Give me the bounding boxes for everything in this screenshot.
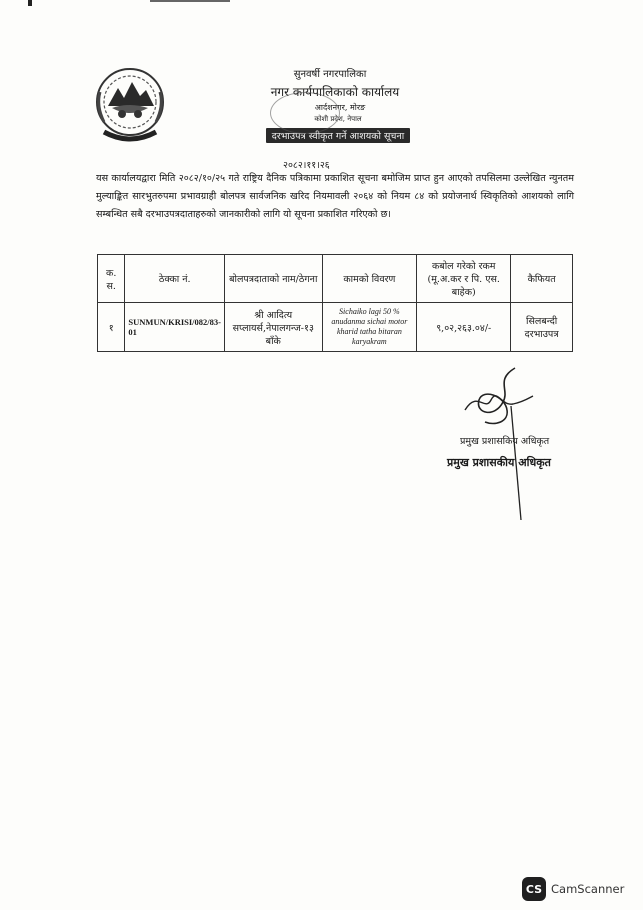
office-address: आर्दशनगर, मोरङ [314, 103, 366, 112]
cell-sn: १ [98, 303, 125, 352]
notice-body: यस कार्यालयद्वारा मिति २०८२/१०/२५ गते राष्ट्रिय दैनिक पत्रिकामा प्रकाशित सूचना बमोजिम प्राप्त हुन आएको तपसिलमा उल्लेखित न्युनतम मुल्याङ्कित सारभुतरुपमा प्रभावग्राही बोलपत्र सार्वजनिक खरिद नियमावली २०६४ को नियम ८४ को प्रयोजनार्थ स्विकृतिको आशयको लागि सम्बन्धित सबै दरभाउपत्रदाताहरुको जानकारीको लागि यो सूचना प्रकाशित गरिएको छ। [96, 173, 574, 220]
cell-contract-no: SUNMUN/KRISI/082/83-01 [125, 303, 225, 352]
signatory-stamp: प्रमुख प्रशासकीय अधिकृत [447, 456, 551, 469]
cell-remarks: सिलबन्दी दरभाउपत्र [511, 303, 573, 352]
cell-amount: ९,०२,२६३.०४/- [417, 303, 511, 352]
cell-work: Sichaiko lagi 50 % anudanma sichai motor kharid tatha bitaran karyakram [322, 303, 417, 352]
signatory-title: प्रमुख प्रशासकिय अधिकृत [460, 436, 550, 447]
office-stamp-icon [270, 92, 340, 134]
cell-bidder: श्री आदित्य सप्लायर्स,नेपालगन्ज-१३ बाँके [224, 303, 322, 352]
camscanner-label: CamScanner [551, 882, 625, 896]
province-name: कोशी प्रदेश, नेपाल [314, 115, 362, 123]
nepal-emblem-icon [92, 62, 168, 146]
header-bidder: बोलपत्रदाताको नाम/ठेगना [224, 255, 322, 303]
notice-date: २०८२।११।२६ [283, 160, 330, 171]
scan-mark [150, 0, 230, 2]
header-amount: कबोल गरेको रकम (मू.अ.कर र पि. एस. बाहेक) [417, 255, 511, 303]
municipality-name: सुनवर्षी नगरपालिका [293, 69, 367, 80]
notice-title: दरभाउपत्र स्वीकृत गर्ने आशयको सूचना [266, 128, 410, 143]
header-sn: क. स. [98, 255, 125, 303]
table-row [98, 303, 573, 352]
tender-table [97, 254, 573, 352]
header-contract-no: ठेक्का नं. [125, 255, 225, 303]
scan-mark [28, 0, 32, 6]
header-remarks: कैफियत [511, 255, 573, 303]
camscanner-logo-icon: CS [522, 877, 546, 901]
table-header-row [98, 255, 573, 303]
header-work: कामको विवरण [322, 255, 417, 303]
office-name: नगर कार्यपालिकाको कार्यालय [270, 85, 400, 99]
